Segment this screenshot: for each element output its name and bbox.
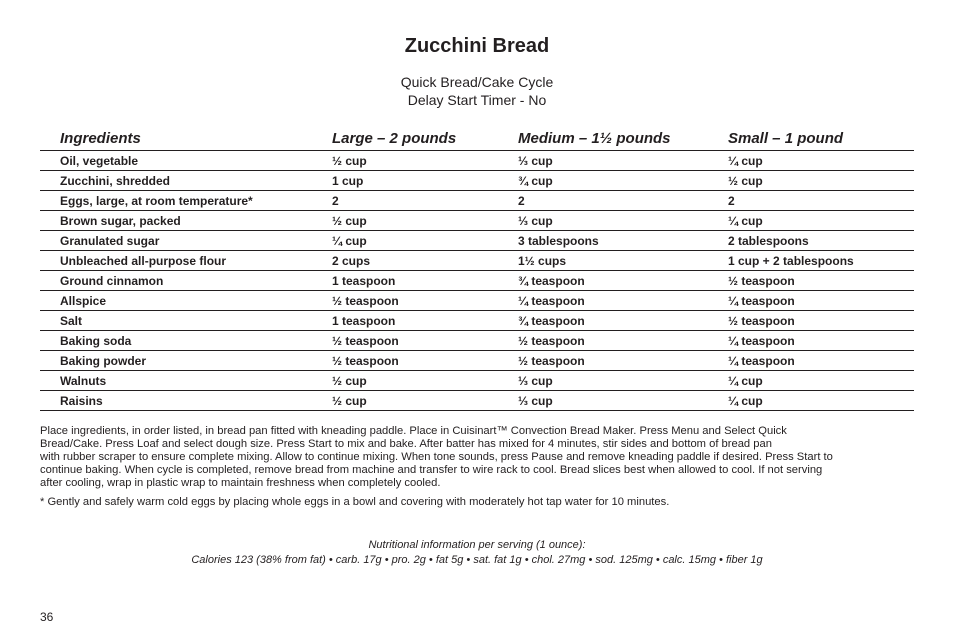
- ingredient-name: Salt: [40, 311, 312, 331]
- table-row: [40, 151, 914, 171]
- medium-amount: ⅓ cup: [498, 391, 708, 411]
- instruction-line: after cooling, wrap in plastic wrap to maintain freshness when completely cooled.: [40, 477, 441, 489]
- large-amount: ¼ cup: [312, 231, 498, 251]
- table-header-row: [40, 126, 914, 151]
- table-row: [40, 271, 914, 291]
- ingredient-name: Raisins: [40, 391, 312, 411]
- table-row: [40, 331, 914, 351]
- small-amount: ¼ cup: [708, 151, 914, 171]
- small-amount: 2: [708, 191, 914, 211]
- table-row: [40, 291, 914, 311]
- large-amount: 2: [312, 191, 498, 211]
- ingredient-name: Ground cinnamon: [40, 271, 312, 291]
- table-row: [40, 311, 914, 331]
- large-amount: 2 cups: [312, 251, 498, 271]
- instruction-line: Bread/Cake. Press Loaf and select dough size. Press Start to mix and bake. After batter has mixed for 4 minutes, stir sides and bottom of bread pan: [40, 438, 772, 450]
- large-amount: ½ cup: [312, 151, 498, 171]
- table-row: [40, 351, 914, 371]
- large-amount: 1 teaspoon: [312, 311, 498, 331]
- medium-amount: ⅓ cup: [498, 151, 708, 171]
- table-row: [40, 231, 914, 251]
- large-amount: ½ teaspoon: [312, 351, 498, 371]
- cycle-label: Quick Bread/Cake Cycle: [400, 74, 554, 90]
- large-amount: ½ cup: [312, 391, 498, 411]
- recipe-title: Zucchini Bread: [404, 35, 550, 57]
- small-amount: ¼ teaspoon: [708, 351, 914, 371]
- table-row: [40, 251, 914, 271]
- medium-amount: ⅓ cup: [498, 371, 708, 391]
- small-amount: ½ teaspoon: [708, 271, 914, 291]
- medium-amount: 1½ cups: [498, 251, 708, 271]
- small-amount: ¼ cup: [708, 211, 914, 231]
- page-number: 36: [40, 610, 54, 624]
- ingredient-name: Unbleached all-purpose flour: [40, 251, 312, 271]
- medium-amount: ¾ teaspoon: [498, 311, 708, 331]
- small-amount: 2 tablespoons: [708, 231, 914, 251]
- small-amount: ¼ cup: [708, 391, 914, 411]
- table-row: [40, 391, 914, 411]
- large-amount: ½ cup: [312, 211, 498, 231]
- header-small: Small – 1 pound: [708, 126, 914, 151]
- ingredient-name: Zucchini, shredded: [40, 171, 312, 191]
- medium-amount: ¾ cup: [498, 171, 708, 191]
- medium-amount: ⅓ cup: [498, 211, 708, 231]
- small-amount: ¼ cup: [708, 371, 914, 391]
- table-row: [40, 171, 914, 191]
- small-amount: 1 cup + 2 tablespoons: [708, 251, 914, 271]
- ingredient-name: Baking powder: [40, 351, 312, 371]
- instruction-line: Place ingredients, in order listed, in bread pan fitted with kneading paddle. Place in Cuisinart™ Convection Bread Maker. Press Menu and Select Quick: [40, 425, 787, 437]
- ingredient-name: Eggs, large, at room temperature*: [40, 191, 312, 211]
- header-medium: Medium – 1½ pounds: [498, 126, 708, 151]
- medium-amount: 2: [498, 191, 708, 211]
- small-amount: ¼ teaspoon: [708, 331, 914, 351]
- large-amount: 1 teaspoon: [312, 271, 498, 291]
- large-amount: ½ cup: [312, 371, 498, 391]
- table-row: [40, 191, 914, 211]
- header-large: Large – 2 pounds: [312, 126, 498, 151]
- medium-amount: ¼ teaspoon: [498, 291, 708, 311]
- ingredient-name: Oil, vegetable: [40, 151, 312, 171]
- large-amount: 1 cup: [312, 171, 498, 191]
- baking-instructions: [40, 425, 918, 490]
- medium-amount: ¾ teaspoon: [498, 271, 708, 291]
- table-row: [40, 371, 914, 391]
- large-amount: ½ teaspoon: [312, 291, 498, 311]
- ingredient-name: Walnuts: [40, 371, 312, 391]
- nutrition-values: Calories 123 (38% from fat) • carb. 17g • pro. 2g • fat 5g • sat. fat 1g • chol. 27mg • sod. 125mg • calc. 15mg • fiber 1g: [191, 554, 763, 566]
- ingredient-name: Allspice: [40, 291, 312, 311]
- ingredient-name: Baking soda: [40, 331, 312, 351]
- small-amount: ½ cup: [708, 171, 914, 191]
- ingredient-name: Granulated sugar: [40, 231, 312, 251]
- small-amount: ¼ teaspoon: [708, 291, 914, 311]
- medium-amount: ½ teaspoon: [498, 351, 708, 371]
- instruction-line: continue baking. When cycle is completed, remove bread from machine and transfer to wire rack to cool. Bread slices best when allowed to cool. If not serving: [40, 464, 823, 476]
- ingredients-table: [40, 126, 914, 411]
- delay-timer-label: Delay Start Timer - No: [407, 92, 547, 108]
- table-row: [40, 211, 914, 231]
- small-amount: ½ teaspoon: [708, 311, 914, 331]
- egg-footnote: * Gently and safely warm cold eggs by placing whole eggs in a bowl and covering with moderately hot tap water for 10 minutes.: [40, 496, 670, 508]
- large-amount: ½ teaspoon: [312, 331, 498, 351]
- ingredient-name: Brown sugar, packed: [40, 211, 312, 231]
- header-ingredients: Ingredients: [40, 126, 312, 151]
- medium-amount: ½ teaspoon: [498, 331, 708, 351]
- instruction-line: with rubber scraper to ensure complete mixing. Allow to continue mixing. When tone sounds, press Pause and remove kneading paddle if desired. Press Start to: [40, 451, 833, 463]
- nutrition-heading: Nutritional information per serving (1 ounce):: [368, 539, 586, 551]
- medium-amount: 3 tablespoons: [498, 231, 708, 251]
